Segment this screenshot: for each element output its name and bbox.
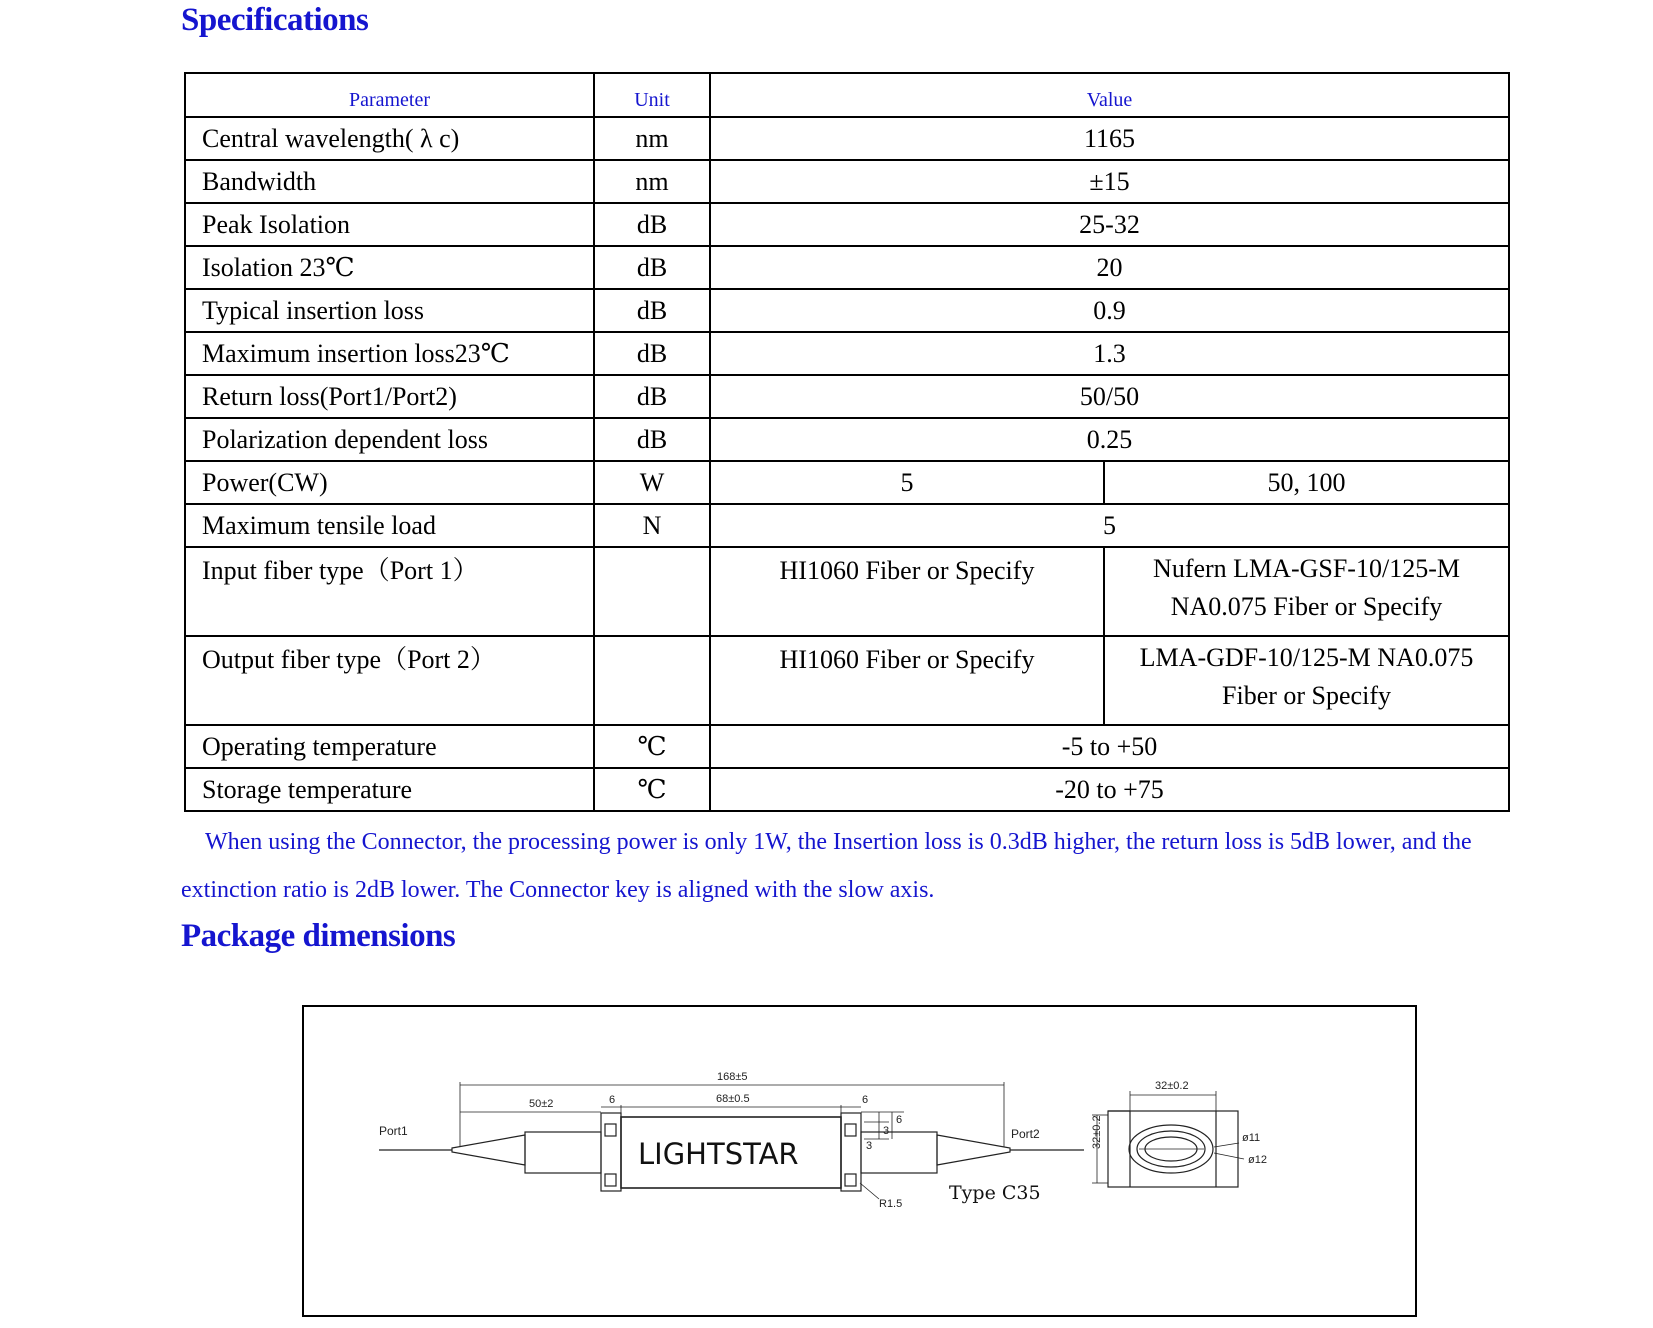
unit-cell: dB <box>594 246 710 289</box>
unit-cell: W <box>594 461 710 504</box>
tube-right <box>861 1132 937 1173</box>
value-line: Nufern LMA-GSF-10/125-M <box>1153 554 1460 583</box>
param-cell: Maximum tensile load <box>185 504 594 547</box>
table-row <box>185 246 1509 289</box>
table-row <box>185 768 1509 811</box>
dim-gap-right: 6 <box>862 1094 869 1106</box>
tube-left <box>525 1132 601 1173</box>
value-cell-a: HI1060 Fiber or Specify <box>710 636 1104 725</box>
section-title-package: Package dimensions <box>181 918 456 954</box>
param-cell: Power(CW) <box>185 461 594 504</box>
value-cell: 0.25 <box>710 418 1509 461</box>
table-row <box>185 636 1509 725</box>
param-cell: Return loss(Port1/Port2) <box>185 375 594 418</box>
dim-width: 32±0.2 <box>1155 1080 1189 1092</box>
value-cell: 5 <box>710 504 1509 547</box>
param-cell: Maximum insertion loss23℃ <box>185 332 594 375</box>
hole-right-bottom <box>845 1174 856 1186</box>
value-cell: 50/50 <box>710 375 1509 418</box>
package-drawing-frame <box>302 1005 1417 1317</box>
dim-gap-left: 6 <box>609 1094 616 1106</box>
dim-height: 32±0.2 <box>1091 1115 1103 1149</box>
dim-small-3a: 3 <box>883 1125 890 1137</box>
value-line: LMA-GDF-10/125-M NA0.075 <box>1139 643 1474 672</box>
unit-cell: dB <box>594 418 710 461</box>
package-drawing <box>304 1007 1415 1315</box>
value-cell-a: HI1060 Fiber or Specify <box>710 547 1104 636</box>
value-cell: 1.3 <box>710 332 1509 375</box>
table-row <box>185 725 1509 768</box>
section-title-specifications: Specifications <box>181 2 369 38</box>
port1-label: Port1 <box>379 1124 408 1138</box>
param-cell: Typical insertion loss <box>185 289 594 332</box>
boot-left <box>452 1135 525 1165</box>
value-cell: 1165 <box>710 117 1509 160</box>
param-cell: Storage temperature <box>185 768 594 811</box>
boot-right <box>937 1135 1010 1165</box>
unit-cell: dB <box>594 289 710 332</box>
dim-d11: ø11 <box>1242 1132 1261 1144</box>
value-cell: ±15 <box>710 160 1509 203</box>
param-cell: Central wavelength( λ c) <box>185 117 594 160</box>
type-label: Type C35 <box>949 1182 1041 1204</box>
dim-overall: 168±5 <box>717 1071 748 1083</box>
hole-left-bottom <box>605 1174 616 1186</box>
header-unit: Unit <box>594 73 710 117</box>
specifications-table <box>184 72 1510 812</box>
table-header-row <box>185 73 1509 117</box>
param-cell: Isolation 23℃ <box>185 246 594 289</box>
param-cell: Peak Isolation <box>185 203 594 246</box>
value-cell: 25-32 <box>710 203 1509 246</box>
param-cell: Bandwidth <box>185 160 594 203</box>
table-row <box>185 160 1509 203</box>
param-cell: Polarization dependent loss <box>185 418 594 461</box>
hole-right-top <box>845 1124 856 1136</box>
table-row <box>185 418 1509 461</box>
value-cell-a: 5 <box>710 461 1104 504</box>
param-cell: Output fiber type（Port 2） <box>185 636 594 725</box>
unit-cell: dB <box>594 203 710 246</box>
unit-cell: ℃ <box>594 725 710 768</box>
value-cell-b: 50, 100 <box>1104 461 1509 504</box>
param-cell: Operating temperature <box>185 725 594 768</box>
value-cell-b <box>1104 547 1509 636</box>
header-value: Value <box>710 73 1509 117</box>
value-cell: -5 to +50 <box>710 725 1509 768</box>
value-cell: 20 <box>710 246 1509 289</box>
dim-tail: 50±2 <box>529 1098 554 1110</box>
table-row <box>185 203 1509 246</box>
table-row <box>185 332 1509 375</box>
unit-cell: dB <box>594 332 710 375</box>
table-row <box>185 375 1509 418</box>
value-line: NA0.075 Fiber or Specify <box>1170 592 1443 621</box>
dim-body: 68±0.5 <box>716 1093 750 1105</box>
connector-note: When using the Connector, the processing power is only 1W, the Insertion loss is 0.3dB higher, the return loss is 5dB lower, and the extinction ratio is 2dB lower. The Connector key is aligned with the slow axis. <box>181 829 1472 903</box>
table-row <box>185 461 1509 504</box>
value-cell-b <box>1104 636 1509 725</box>
dim-radius: R1.5 <box>879 1198 903 1210</box>
dim-d12: ø12 <box>1248 1154 1267 1166</box>
value-cell: 0.9 <box>710 289 1509 332</box>
unit-cell: N <box>594 504 710 547</box>
unit-cell <box>594 547 710 636</box>
flange-right <box>841 1113 861 1191</box>
unit-cell <box>594 636 710 725</box>
unit-cell: ℃ <box>594 768 710 811</box>
table-row <box>185 117 1509 160</box>
port2-label: Port2 <box>1011 1127 1040 1141</box>
hole-left-top <box>605 1124 616 1136</box>
unit-cell: dB <box>594 375 710 418</box>
value-cell: -20 to +75 <box>710 768 1509 811</box>
brand-logo-text: LIGHTSTAR <box>638 1137 799 1171</box>
header-parameter: Parameter <box>185 73 594 117</box>
value-line: Fiber or Specify <box>1222 681 1391 710</box>
table-row <box>185 504 1509 547</box>
flange-left <box>601 1113 621 1191</box>
unit-cell: nm <box>594 160 710 203</box>
dim-small-6: 6 <box>896 1114 903 1126</box>
dim-small-3b: 3 <box>866 1140 873 1152</box>
param-cell: Input fiber type（Port 1） <box>185 547 594 636</box>
unit-cell: nm <box>594 117 710 160</box>
table-row <box>185 289 1509 332</box>
table-row <box>185 547 1509 636</box>
